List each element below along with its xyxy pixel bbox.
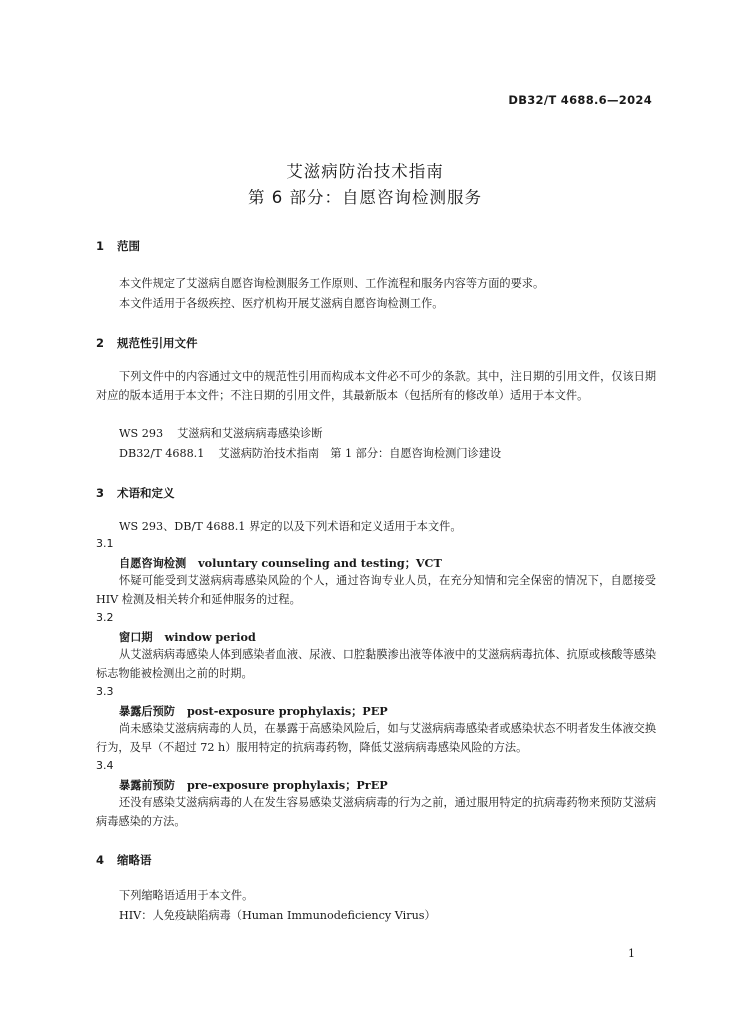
term-english: post-exposure prophylaxis；PEP: [186, 704, 388, 718]
term-definition: 还没有感染艾滋病病毒的人在发生容易感染艾滋病病毒的行为之前，通过服用特定的抗病毒药物来预防艾滋病病毒感染的方法。: [96, 796, 657, 828]
term-chinese: 暴露前预防: [119, 779, 175, 792]
reference-code: DB32/T 4688.1: [119, 447, 205, 460]
term-english: pre-exposure prophylaxis；PrEP: [186, 778, 388, 792]
term-number: 3.2: [96, 611, 114, 624]
reference-item: [119, 445, 501, 461]
section-title: 范围: [117, 239, 140, 253]
section-heading-normative-references: [96, 335, 198, 351]
reference-item: [119, 425, 323, 441]
term-entry: [119, 629, 256, 645]
term-entry: [119, 777, 388, 793]
section-number: 3: [96, 486, 105, 500]
page-number: 1: [628, 947, 635, 960]
section-number: 1: [96, 239, 105, 253]
term-entry: [119, 555, 442, 571]
term-entry: [119, 703, 388, 719]
paragraph: 下列缩略语适用于本文件。: [119, 889, 254, 902]
term-definition: 尚未感染艾滋病病毒的人员，在暴露于高感染风险后，如与艾滋病病毒感染者或感染状态不明者发生体液交换行为，及早（不超过 72 h）服用特定的抗病毒药物，降低艾滋病病毒感染风险的方法。: [96, 722, 657, 754]
section-number: 4: [96, 853, 105, 867]
paragraph: 本文件适用于各级疾控、医疗机构开展艾滋病自愿咨询检测工作。: [119, 297, 444, 310]
paragraph: 下列文件中的内容通过文中的规范性引用而构成本文件必不可少的条款。其中，注日期的引用文件，仅该日期对应的版本适用于本文件；不注日期的引用文件，其最新版本（包括所有的修改单）适用于本文件。: [96, 370, 657, 402]
section-heading-abbreviations: [96, 852, 152, 868]
abbreviation-item: HIV：人免疫缺陷病毒（Human Immunodeficiency Virus）: [119, 909, 436, 922]
standard-code: DB32/T 4688.6—2024: [508, 93, 652, 107]
term-chinese: 窗口期: [119, 631, 153, 644]
document-title: 艾滋病防治技术指南: [286, 162, 444, 181]
reference-code: WS 293: [119, 427, 164, 440]
reference-title: 艾滋病和艾滋病病毒感染诊断: [177, 427, 323, 440]
section-title: 缩略语: [117, 853, 152, 867]
term-number: 3.3: [96, 685, 114, 698]
term-definition: 从艾滋病病毒感染人体到感染者血液、尿液、口腔黏膜渗出液等体液中的艾滋病病毒抗体、抗原或核酸等感染标志物能被检测出之前的时期。: [96, 648, 657, 680]
paragraph: 本文件规定了艾滋病自愿咨询检测服务工作原则、工作流程和服务内容等方面的要求。: [119, 277, 545, 290]
section-heading-scope: [96, 238, 140, 254]
section-number: 2: [96, 336, 105, 350]
document-subtitle: 第 6 部分：自愿咨询检测服务: [248, 188, 482, 207]
section-title: 术语和定义: [117, 486, 175, 500]
section-heading-terms: [96, 485, 175, 501]
term-definition: 怀疑可能受到艾滋病病毒感染风险的个人，通过咨询专业人员，在充分知情和完全保密的情况下，自愿接受 HIV 检测及相关转介和延伸服务的过程。: [96, 574, 656, 606]
paragraph: WS 293、DB/T 4688.1 界定的以及下列术语和定义适用于本文件。: [119, 520, 462, 533]
term-chinese: 自愿咨询检测: [119, 557, 187, 570]
term-chinese: 暴露后预防: [119, 705, 175, 718]
term-number: 3.4: [96, 759, 114, 772]
term-english: window period: [164, 630, 256, 644]
term-number: 3.1: [96, 537, 114, 550]
section-title: 规范性引用文件: [117, 336, 198, 350]
term-english: voluntary counseling and testing；VCT: [198, 556, 442, 570]
reference-title: 艾滋病防治技术指南 第 1 部分：自愿咨询检测门诊建设: [218, 447, 502, 460]
